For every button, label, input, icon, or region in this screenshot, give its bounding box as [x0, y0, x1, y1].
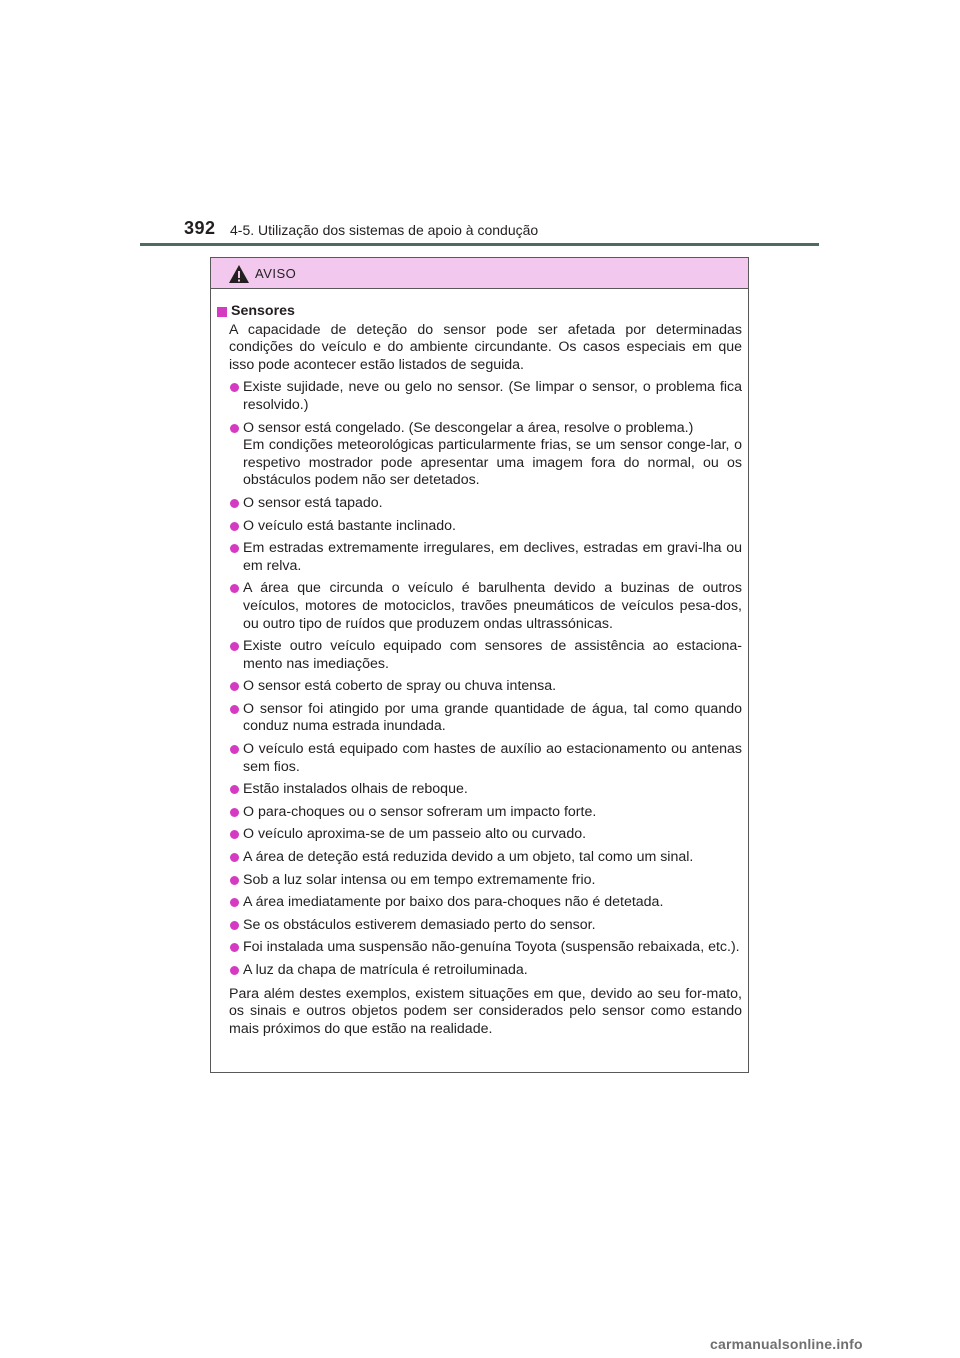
- bullet-dot-icon: [230, 830, 239, 839]
- list-item-main: A luz da chapa de matrícula é retroiluminada.: [243, 962, 528, 978]
- bullet-dot-icon: [230, 921, 239, 930]
- list-item-text: [243, 701, 742, 736]
- list-item-text: [243, 826, 742, 844]
- subheading: [217, 303, 742, 321]
- bullet-dot-icon: [230, 898, 239, 907]
- list-item-main: Se os obstáculos estiverem demasiado perto do sensor.: [243, 916, 596, 933]
- list-item-main: A área que circunda o veículo é barulhenta devido a buzinas de outros veículos, motores de motociclos, travões pneumáticos de veículos pesa-dos, ou outro tipo de ruídos que produzem ondas ultrassónicas.: [243, 580, 742, 632]
- list-item-text: [243, 379, 742, 414]
- list-item-text: [243, 939, 742, 957]
- list-item-main: Em estradas extremamente irregulares, em declives, estradas em gravi-lha ou em relva.: [243, 540, 742, 574]
- warning-header: [211, 258, 748, 289]
- list-item-main: Existe sujidade, neve ou gelo no sensor. (Se limpar o sensor, o problema fica resolvido.): [243, 379, 742, 413]
- list-item: [217, 826, 742, 844]
- list-item-main: A área de deteção está reduzida devido a um objeto, tal como um sinal.: [243, 849, 694, 866]
- bullet-dot-icon: [230, 705, 239, 714]
- list-item-text: [243, 495, 742, 513]
- list-item-text: [243, 638, 742, 673]
- list-item: [217, 580, 742, 633]
- bullet-dot-icon: [230, 544, 239, 553]
- condition-list: [217, 379, 742, 979]
- list-item-main: O sensor foi atingido por uma grande quantidade de água, tal como quando conduz numa estrada inundada.: [243, 700, 742, 735]
- list-item: [217, 678, 742, 696]
- list-item-text: [243, 849, 742, 867]
- bullet-dot-icon: [230, 499, 239, 508]
- intro-paragraph: A capacidade de deteção do sensor pode ser afetada por determinadas condições do veículo e do ambiente circundante. Os casos especiais em que isso pode acontecer estão listados de seguida.: [229, 321, 742, 373]
- list-item-main: O para-choques ou o sensor sofreram um impacto forte.: [243, 803, 597, 820]
- list-item-text: [243, 962, 742, 980]
- list-item-text: [243, 678, 742, 696]
- list-item-extra: Em condições meteorológicas particularmente frias, se um sensor conge-lar, o respetivo mostrador pode apresentar uma imagem fora do normal, ou os obstáculos podem não ser detetados.: [243, 437, 742, 489]
- page-number: 392: [184, 218, 216, 238]
- list-item-main: Existe outro veículo equipado com sensores de assistência ao estaciona-mento nas imediações.: [243, 638, 742, 672]
- list-item: [217, 962, 742, 980]
- list-item-text: [243, 518, 742, 536]
- list-item-main: O veículo aproxima-se de um passeio alto ou curvado.: [243, 826, 587, 843]
- bullet-dot-icon: [230, 876, 239, 885]
- list-item-main: A área imediatamente por baixo dos para-choques não é detetada.: [243, 894, 664, 911]
- list-item: [217, 638, 742, 673]
- list-item-text: [243, 580, 742, 633]
- list-item-main: Sob a luz solar intensa ou em tempo extremamente frio.: [243, 871, 596, 888]
- bullet-dot-icon: [230, 966, 239, 975]
- warning-body: [211, 289, 748, 1038]
- bullet-dot-icon: [230, 853, 239, 862]
- bullet-dot-icon: [230, 682, 239, 691]
- list-item-text: [243, 540, 742, 575]
- list-item-text: [243, 894, 742, 912]
- header-rule: [140, 243, 819, 246]
- list-item-main: O veículo está bastante inclinado.: [243, 517, 456, 534]
- list-item-text: [243, 741, 742, 776]
- list-item-main: O sensor está congelado. (Se descongelar a área, resolve o problema.): [243, 419, 694, 436]
- closing-paragraph: Para além destes exemplos, existem situações em que, devido ao seu for-mato, os sinais e outros objetos podem ser considerados pelo sensor como estando mais próximos do que estão na realidade.: [229, 985, 742, 1037]
- bullet-dot-icon: [230, 808, 239, 817]
- list-item-text: [243, 872, 742, 890]
- subheading-text: Sensores: [231, 303, 295, 319]
- warning-triangle-icon: [228, 264, 250, 284]
- list-item-text: [243, 917, 742, 935]
- list-item: [217, 379, 742, 414]
- bullet-dot-icon: [230, 943, 239, 952]
- list-item: [217, 939, 742, 957]
- bullet-dot-icon: [230, 745, 239, 754]
- list-item: [217, 701, 742, 736]
- list-item: [217, 872, 742, 890]
- bullet-dot-icon: [230, 785, 239, 794]
- list-item: [217, 518, 742, 536]
- list-item-text: [243, 420, 742, 490]
- list-item: [217, 917, 742, 935]
- list-item: [217, 894, 742, 912]
- bullet-dot-icon: [230, 584, 239, 593]
- list-item-main: O veículo está equipado com hastes de auxílio ao estacionamento ou antenas sem fios.: [243, 741, 742, 775]
- bullet-dot-icon: [230, 383, 239, 392]
- warning-title: AVISO: [255, 266, 297, 281]
- list-item: [217, 741, 742, 776]
- list-item-main: Estão instalados olhais de reboque.: [243, 781, 468, 798]
- list-item-text: [243, 804, 742, 822]
- list-item: [217, 420, 742, 490]
- list-item-main: O sensor está coberto de spray ou chuva intensa.: [243, 678, 557, 695]
- list-item: [217, 540, 742, 575]
- watermark: carmanualsonline.info: [710, 1336, 863, 1352]
- list-item: [217, 849, 742, 867]
- list-item-main: O sensor está tapado.: [243, 494, 383, 511]
- bullet-dot-icon: [230, 522, 239, 531]
- section-title: 4-5. Utilização dos sistemas de apoio à condução: [230, 222, 539, 238]
- list-item: [217, 495, 742, 513]
- list-item: [217, 781, 742, 799]
- list-item-text: [243, 781, 742, 799]
- list-item-main: Foi instalada uma suspensão não-genuína Toyota (suspensão rebaixada, etc.).: [243, 939, 740, 956]
- warning-box: [210, 257, 749, 1073]
- bullet-dot-icon: [230, 424, 239, 433]
- bullet-dot-icon: [230, 642, 239, 651]
- square-bullet-icon: [217, 307, 227, 317]
- list-item: [217, 804, 742, 822]
